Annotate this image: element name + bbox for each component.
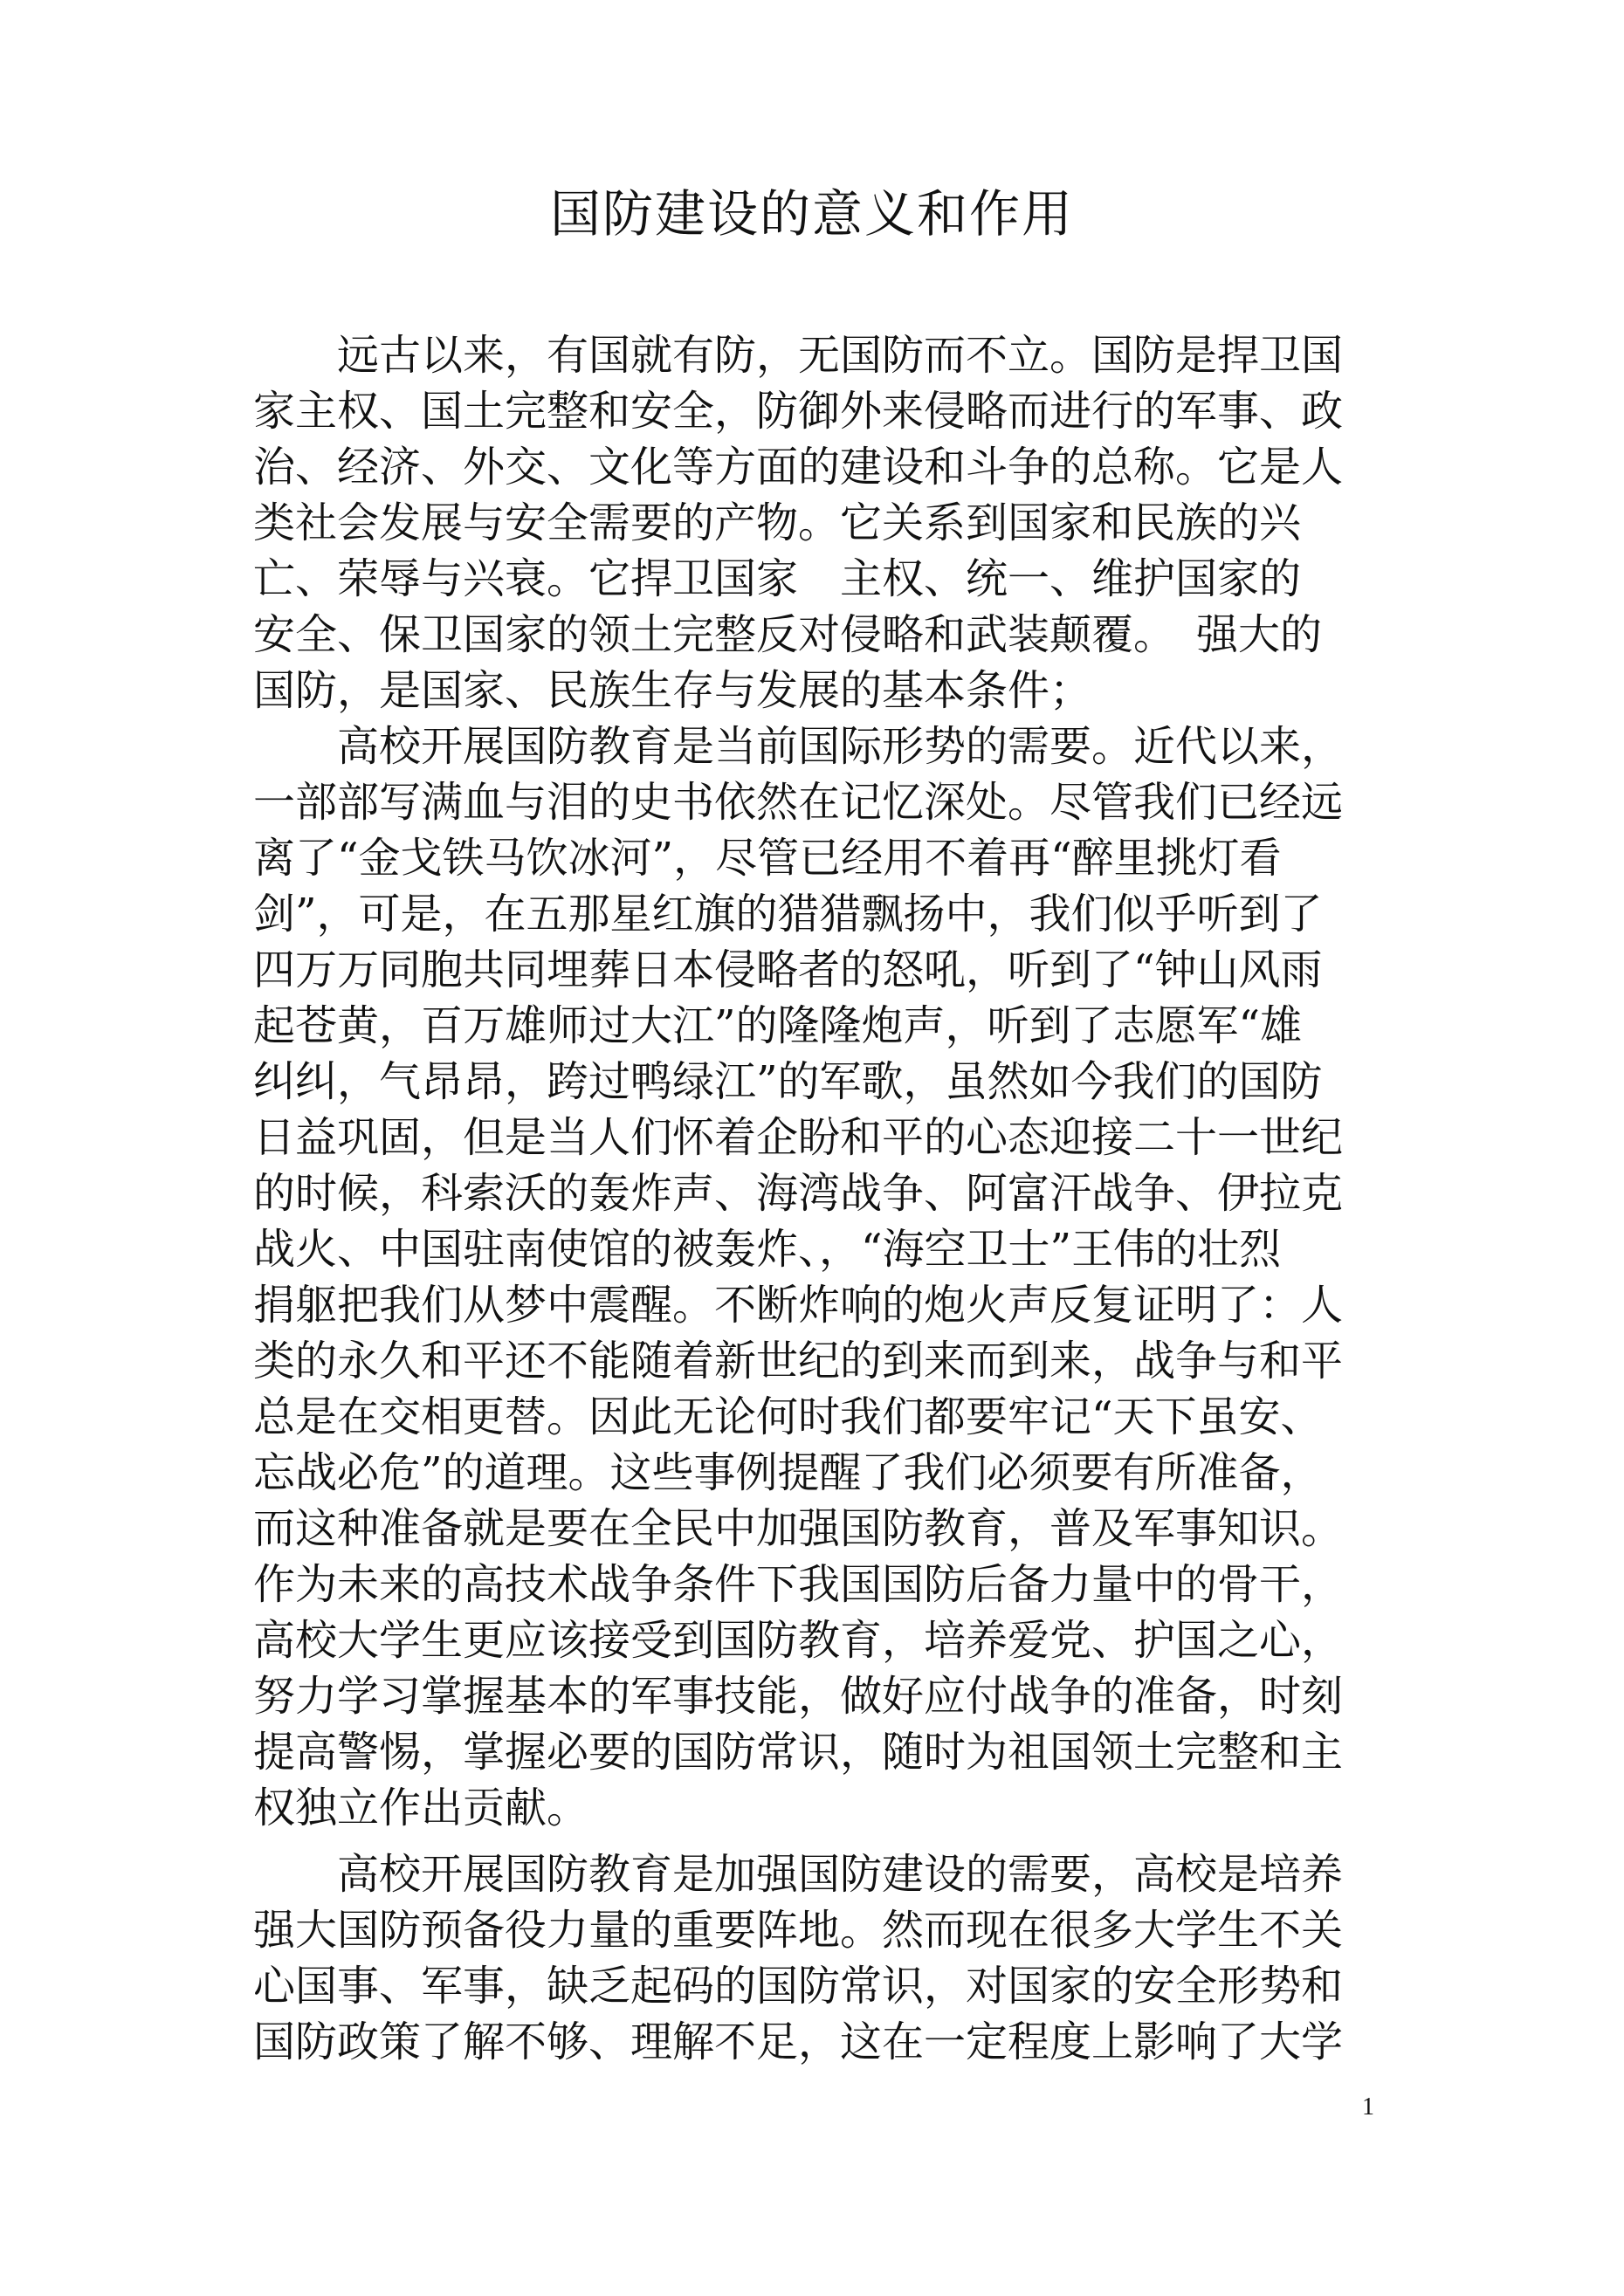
text-line: 离了“金戈铁马饮冰河”，尽管已经用不着再“醉里挑灯看	[253, 834, 1282, 883]
text-line: 类社会发展与安全需要的产物。它关系到国家和民族的兴	[253, 498, 1302, 547]
text-line: 远古以来，有国就有防，无国防而不立。国防是捍卫国	[337, 331, 1344, 380]
text-line: 心国事、军事，缺乏起码的国防常识，对国家的安全形势和	[253, 1962, 1344, 2011]
text-line: 高校大学生更应该接受到国防教育，培养爱党、护国之心，	[253, 1616, 1344, 1665]
text-line: 作为未来的高技术战争条件下我国国防后备力量中的骨干，	[253, 1560, 1344, 1609]
text-line: 的时候，科索沃的轰炸声、海湾战争、阿富汗战争、伊拉克	[253, 1169, 1344, 1218]
text-line: 一部部写满血与泪的史书依然在记忆深处。尽管我们已经远	[253, 778, 1344, 827]
paragraph-1	[253, 327, 1371, 718]
paragraph-3	[253, 1846, 1371, 2070]
text-line: 国防政策了解不够、理解不足，这在一定程度上影响了大学	[253, 2018, 1344, 2066]
page-number: 1	[1362, 2093, 1374, 2121]
text-line: 权独立作出贡献。	[253, 1784, 589, 1832]
text-line: 起苍黄，百万雄师过大江”的隆隆炮声，听到了志愿军“雄	[253, 1001, 1303, 1050]
text-line: 总是在交相更替。因此无论何时我们都要牢记“天下虽安、	[253, 1392, 1323, 1441]
text-line: 努力学习掌握基本的军事技能，做好应付战争的准备，时刻	[253, 1672, 1344, 1721]
text-line: 治、经济、外交、文化等方面的建设和斗争的总称。它是人	[253, 443, 1344, 492]
text-line: 纠纠，气昂昂，跨过鸭绿江”的军歌，虽然如今我们的国防	[253, 1057, 1323, 1106]
text-line: 提高警惕，掌握必要的国防常识，随时为祖国领土完整和主	[253, 1728, 1344, 1777]
text-line: 高校开展国防教育是加强国防建设的需要，高校是培养	[337, 1850, 1344, 1899]
text-line: 忘战必危”的道理。这些事例提醒了我们必须要有所准备，	[253, 1448, 1323, 1497]
page-title: 国防建设的意义和作用	[549, 184, 1074, 244]
text-line: 剑”，可是，在五那星红旗的猎猎飘扬中，我们似乎听到了	[253, 890, 1323, 938]
text-line: 国防，是国家、民族生存与发展的基本条件；	[253, 666, 1092, 715]
text-line: 战火、中国驻南使馆的被轰炸、，“海空卫士”王伟的壮烈	[253, 1225, 1282, 1274]
text-line: 家主权、国土完整和安全，防御外来侵略而进行的军事、政	[253, 387, 1344, 436]
text-line: 安全、保卫国家的领土完整反对侵略和武装颠覆。 强大的	[253, 610, 1323, 659]
document-body	[253, 327, 1371, 2070]
text-line: 亡、荣辱与兴衰。它捍卫国家 主权、统一、维护国家的	[253, 554, 1302, 603]
text-line: 强大国防预备役力量的重要阵地。然而现在很多大学生不关	[253, 1906, 1344, 1955]
text-line: 而这种准备就是要在全民中加强国防教育，普及军事知识。	[253, 1504, 1344, 1553]
paragraph-2	[253, 718, 1371, 1836]
text-line: 四万万同胞共同埋葬日本侵略者的怒吼，听到了“钟山风雨	[253, 945, 1323, 994]
text-line: 捐躯把我们从梦中震醒。不断炸响的炮火声反复证明了：人	[253, 1281, 1344, 1330]
text-line: 类的永久和平还不能随着新世纪的到来而到来，战争与和平	[253, 1337, 1344, 1385]
text-line: 高校开展国防教育是当前国际形势的需要。近代以来，	[337, 722, 1344, 771]
text-line: 日益巩固，但是当人们怀着企盼和平的心态迎接二十一世纪	[253, 1113, 1344, 1162]
